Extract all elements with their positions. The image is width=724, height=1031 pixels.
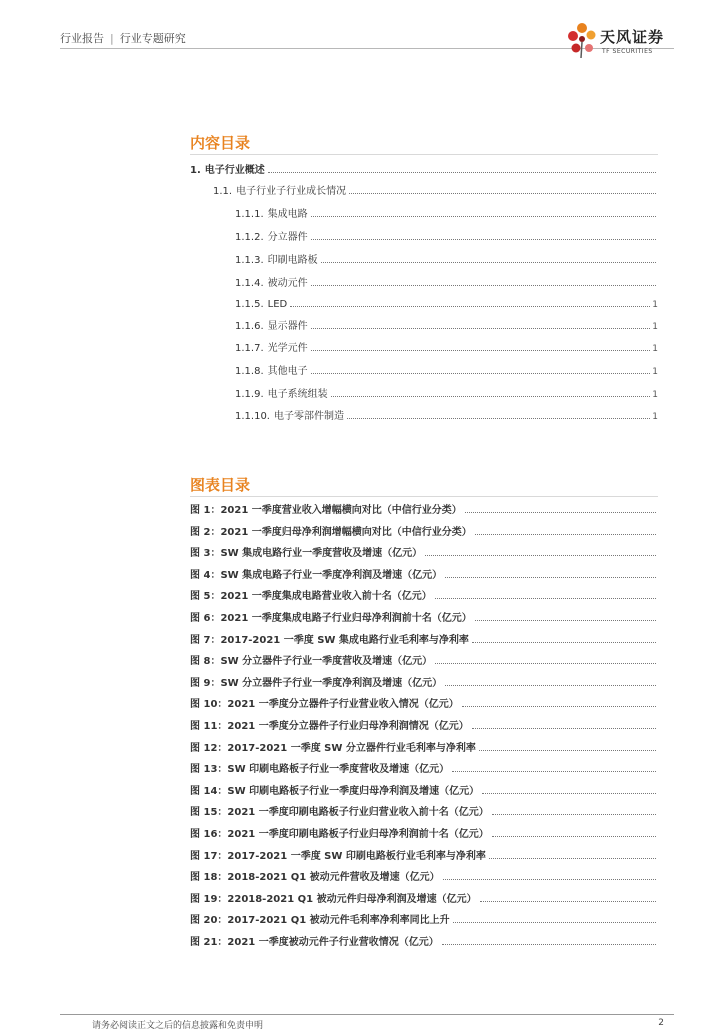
toc-entry-number: 1.1.9. <box>235 389 264 400</box>
figure-entry-title: 图 17：2017-2021 一季度 SW 印刷电路板行业毛利率与净利率 <box>190 851 486 862</box>
figure-entry-title: 图 7：2017-2021 一季度 SW 集成电路行业毛利率与净利率 <box>190 635 469 646</box>
dot-leader <box>489 858 656 859</box>
figure-entry-title: 图 11：2021 一季度分立器件子行业归母净利润情况（亿元） <box>190 721 469 732</box>
figure-entry-title: 图 13：SW 印刷电路板子行业一季度营收及增速（亿元） <box>190 764 450 775</box>
figure-entry[interactable] <box>190 783 658 797</box>
figure-entry-title: 图 5：2021 一季度集成电路营业收入前十名（亿元） <box>190 591 432 602</box>
toc-entry-page: 1 <box>652 412 658 422</box>
toc-entry-number: 1.1.2. <box>235 232 264 243</box>
company-logo <box>564 20 674 60</box>
toc-entry-number: 1.1.5. <box>235 299 264 310</box>
dot-leader <box>452 771 656 772</box>
figure-entry[interactable] <box>190 588 658 602</box>
toc-entry-title: 分立器件 <box>267 232 308 243</box>
toc-entry-page: 1 <box>652 300 658 310</box>
dot-leader <box>435 663 656 664</box>
toc-entry[interactable] <box>213 183 658 197</box>
toc-entry-number: 1.1.7. <box>235 343 264 354</box>
figure-entry[interactable] <box>190 545 658 559</box>
dot-leader <box>442 944 656 945</box>
dot-leader <box>311 239 656 240</box>
toc-entry-title: 被动元件 <box>267 278 308 289</box>
figure-entry-title: 图 9：SW 分立器件子行业一季度净利润及增速（亿元） <box>190 678 443 689</box>
figure-entry[interactable] <box>190 761 658 775</box>
toc-entry-title: 电子系统组装 <box>267 389 328 400</box>
dot-leader <box>311 350 651 351</box>
figure-list-title: 图表目录 <box>190 476 251 494</box>
figure-entry[interactable] <box>190 610 658 624</box>
toc-entry-page: 1 <box>652 322 658 332</box>
dot-leader <box>331 396 651 397</box>
dot-leader <box>465 512 656 513</box>
toc-entry-title: 显示器件 <box>267 321 308 332</box>
figure-entry-title: 图 18：2018-2021 Q1 被动元件营收及增速（亿元） <box>190 872 440 883</box>
toc-entry-page: 1 <box>652 367 658 377</box>
toc-entry-page: 1 <box>652 344 658 354</box>
dot-leader <box>480 901 656 902</box>
dot-leader <box>453 922 656 923</box>
dot-leader <box>475 620 656 621</box>
figure-entry[interactable] <box>190 934 658 948</box>
figure-entry[interactable] <box>190 696 658 710</box>
toc-entry[interactable] <box>190 162 658 176</box>
toc-entry[interactable] <box>235 275 658 289</box>
figure-entry[interactable] <box>190 675 658 689</box>
figure-entry[interactable] <box>190 848 658 862</box>
figure-entry-title: 图 6：2021 一季度集成电路子行业归母净利润前十名（亿元） <box>190 613 472 624</box>
toc-entry-title: 电子零部件制造 <box>274 411 344 422</box>
dot-leader <box>435 598 656 599</box>
dot-leader <box>268 172 656 173</box>
figure-list-title-underline <box>190 496 658 497</box>
dot-leader <box>347 418 650 419</box>
toc-entry[interactable] <box>235 318 658 332</box>
dot-leader <box>462 706 656 707</box>
figure-entry[interactable] <box>190 740 658 754</box>
toc-entry-number: 1. <box>190 165 201 176</box>
dot-leader <box>482 793 656 794</box>
figure-entry-title: 图 3：SW 集成电路行业一季度营收及增速（亿元） <box>190 548 423 559</box>
figure-entry[interactable] <box>190 567 658 581</box>
logo-chinese-name: 天风证券 <box>600 28 665 46</box>
logo-english-name: TF SECURITIES <box>602 48 653 55</box>
toc-entry-title: 电子行业子行业成长情况 <box>236 186 347 197</box>
dot-leader <box>290 306 650 307</box>
toc-entry-number: 1.1.6. <box>235 321 264 332</box>
dot-leader <box>311 216 656 217</box>
figure-entry[interactable] <box>190 912 658 926</box>
figure-entry[interactable] <box>190 718 658 732</box>
toc-entry-number: 1.1.3. <box>235 255 264 266</box>
figure-entry-title: 图 2：2021 一季度归母净利润增幅横向对比（中信行业分类） <box>190 527 472 538</box>
footer-divider <box>60 1014 674 1015</box>
figure-entry[interactable] <box>190 632 658 646</box>
toc-entry[interactable] <box>235 340 658 354</box>
toc-entry-title: LED <box>267 299 288 310</box>
toc-entry-title: 印刷电路板 <box>267 255 318 266</box>
toc-entry-number: 1.1.8. <box>235 366 264 377</box>
page-number: 2 <box>658 1018 664 1028</box>
dot-leader <box>311 285 656 286</box>
dot-leader <box>492 814 656 815</box>
breadcrumb-separator: | <box>110 32 114 45</box>
breadcrumb-report-category: 行业专题研究 <box>119 32 186 45</box>
figure-entry[interactable] <box>190 524 658 538</box>
figure-entry[interactable] <box>190 804 658 818</box>
dot-leader <box>321 262 656 263</box>
dot-leader <box>445 685 656 686</box>
toc-entry-number: 1.1.10. <box>235 411 270 422</box>
figure-entry-title: 图 21：2021 一季度被动元件子行业营收情况（亿元） <box>190 937 439 948</box>
dot-leader <box>472 728 656 729</box>
dot-leader <box>311 373 651 374</box>
toc-entry-page: 1 <box>652 390 658 400</box>
flower-logo-icon <box>564 20 600 60</box>
dot-leader <box>479 750 656 751</box>
disclaimer-note: 请务必阅读正文之后的信息披露和免责申明 <box>92 1021 264 1031</box>
dot-leader <box>311 328 651 329</box>
figure-entry-title: 图 1：2021 一季度营业收入增幅横向对比（中信行业分类） <box>190 505 462 516</box>
figure-entry[interactable] <box>190 653 658 667</box>
figure-entry[interactable] <box>190 869 658 883</box>
figure-entry-title: 图 16：2021 一季度印刷电路板子行业归母净利润前十名（亿元） <box>190 829 489 840</box>
figure-entry-title: 图 19：22018-2021 Q1 被动元件归母净利润及增速（亿元） <box>190 894 477 905</box>
toc-entry[interactable] <box>235 229 658 243</box>
figure-entry-title: 图 4：SW 集成电路子行业一季度净利润及增速（亿元） <box>190 570 443 581</box>
toc-entry-number: 1.1.4. <box>235 278 264 289</box>
toc-entry-title: 电子行业概述 <box>204 165 265 176</box>
dot-leader <box>492 836 656 837</box>
toc-entry-number: 1.1.1. <box>235 209 264 220</box>
toc-entry[interactable] <box>235 296 658 310</box>
dot-leader <box>445 577 656 578</box>
figure-entry[interactable] <box>190 502 658 516</box>
figure-entry-title: 图 14：SW 印刷电路板子行业一季度归母净利润及增速（亿元） <box>190 786 480 797</box>
breadcrumb <box>60 30 186 46</box>
figure-entry-title: 图 15：2021 一季度印刷电路板子行业归营业收入前十名（亿元） <box>190 807 489 818</box>
figure-entry-title: 图 20：2017-2021 Q1 被动元件毛利率净利率同比上升 <box>190 915 450 926</box>
toc-title: 内容目录 <box>190 134 251 152</box>
toc-entry[interactable] <box>235 252 658 266</box>
dot-leader <box>425 555 656 556</box>
dot-leader <box>349 193 656 194</box>
dot-leader <box>443 879 656 880</box>
figure-entry-title: 图 10：2021 一季度分立器件子行业营业收入情况（亿元） <box>190 699 459 710</box>
toc-entry-title: 光学元件 <box>267 343 308 354</box>
toc-entry[interactable] <box>235 363 658 377</box>
toc-entry-title: 集成电路 <box>267 209 308 220</box>
toc-entry-title: 其他电子 <box>267 366 308 377</box>
breadcrumb-report-type: 行业报告 <box>60 32 104 45</box>
dot-leader <box>472 642 656 643</box>
figure-entry[interactable] <box>190 826 658 840</box>
figure-entry-title: 图 8：SW 分立器件子行业一季度营收及增速（亿元） <box>190 656 433 667</box>
toc-entry[interactable] <box>235 408 658 422</box>
toc-entry[interactable] <box>235 206 658 220</box>
toc-title-underline <box>190 154 658 155</box>
toc-entry[interactable] <box>235 386 658 400</box>
toc-entry-number: 1.1. <box>213 186 233 197</box>
dot-leader <box>475 534 656 535</box>
figure-entry[interactable] <box>190 891 658 905</box>
figure-entry-title: 图 12：2017-2021 一季度 SW 分立器件行业毛利率与净利率 <box>190 743 476 754</box>
